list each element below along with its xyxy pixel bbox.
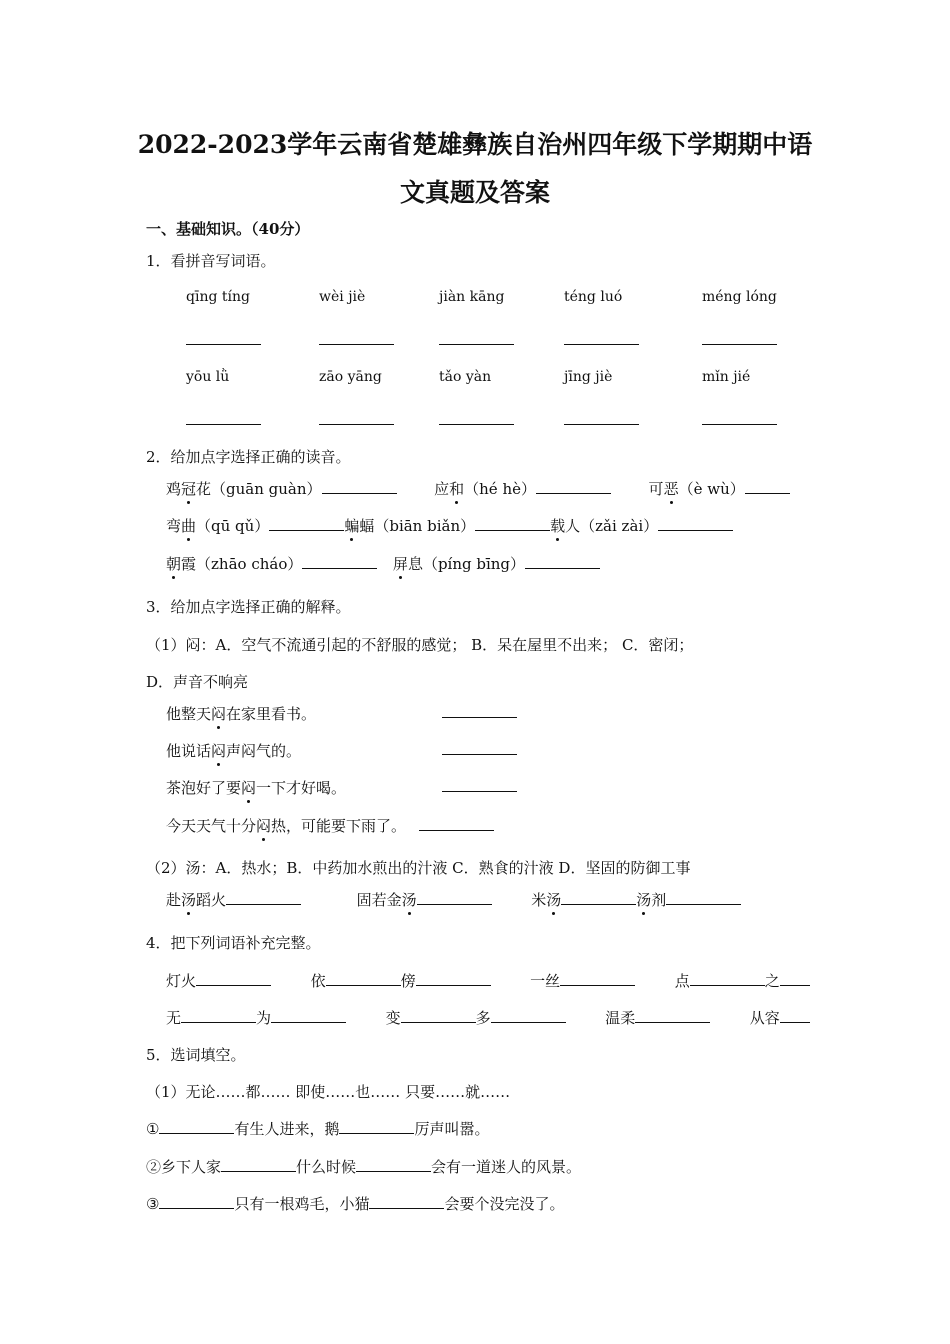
sentence-text: 什么时候 [296, 1158, 357, 1176]
pinyin-6: yōu lǜ [186, 369, 230, 385]
answer-blank[interactable] [401, 1008, 476, 1023]
answer-blank[interactable] [186, 344, 261, 345]
word-fragment: 点 [674, 972, 690, 990]
answer-blank[interactable] [417, 890, 492, 905]
q5-sentence-2 [146, 1156, 581, 1177]
pinyin-8: tǎo yàn [439, 369, 492, 385]
dotted-char: 闷 [256, 817, 272, 835]
q4-row2 [166, 1007, 810, 1028]
q2-item-text: 霞（zhāo cháo） [181, 555, 303, 573]
q2-item-text: （qū qǔ） [196, 517, 270, 535]
q2-item-text: 可 [648, 480, 664, 498]
word-fragment: 依 [310, 972, 326, 990]
word-fragment: 多 [475, 1009, 491, 1027]
answer-blank[interactable] [442, 703, 517, 718]
pinyin-2: wèi jiè [319, 289, 366, 305]
q2-item-text: 鸡 [166, 480, 182, 498]
answer-blank[interactable] [560, 971, 635, 986]
sentence-text: ③ [146, 1195, 160, 1213]
answer-blank[interactable] [319, 344, 394, 345]
q2-item-text: 花（guān guàn） [196, 480, 322, 498]
dotted-char: 蝙 [344, 517, 360, 535]
answer-blank[interactable] [561, 890, 636, 905]
answer-blank[interactable] [690, 971, 765, 986]
answer-blank[interactable] [416, 971, 491, 986]
q3-part2-options: （2）汤：A．热水；B．中药加水煎出的汁液 C．熟食的汁液 D．坚固的防御工事 [146, 859, 691, 877]
answer-blank[interactable] [536, 479, 611, 494]
answer-blank[interactable] [356, 1157, 431, 1172]
q5-sentence-1 [146, 1118, 489, 1139]
q2-prompt: 2．给加点字选择正确的读音。 [146, 448, 351, 466]
pinyin-5: méng lóng [702, 289, 777, 305]
q3-prompt: 3．给加点字选择正确的解释。 [146, 598, 351, 616]
dotted-char: 汤 [546, 891, 562, 909]
sentence-text: 他说话 [166, 742, 212, 760]
sentence-text: 声闷气的。 [226, 742, 302, 760]
dotted-char: 载 [550, 517, 566, 535]
answer-blank[interactable] [745, 479, 790, 494]
sentence-text: 一下才好喝。 [256, 779, 347, 797]
answer-blank[interactable] [269, 516, 344, 531]
q1-prompt: 1．看拼音写词语。 [146, 252, 276, 270]
answer-blank[interactable] [419, 816, 494, 831]
dotted-char: 汤 [181, 891, 197, 909]
phrase-text: 固若金 [356, 891, 402, 909]
sentence-text: 茶泡好了要 [166, 779, 242, 797]
answer-blank[interactable] [439, 424, 514, 425]
section-heading: 一、基础知识。（40分） [146, 220, 310, 238]
answer-blank[interactable] [322, 479, 397, 494]
sentence-text: 在家里看书。 [226, 705, 317, 723]
q2-row1 [166, 478, 790, 499]
word-fragment: 变 [385, 1009, 401, 1027]
answer-blank[interactable] [780, 971, 810, 986]
pinyin-9: jīng jiè [564, 369, 613, 385]
page-title-line1: 2022-2023学年云南省楚雄彝族自治州四年级下学期期中语 [137, 130, 813, 159]
sentence-text: 厉声叫嚣。 [414, 1120, 490, 1138]
answer-blank[interactable] [326, 971, 401, 986]
sentence-text: ① [146, 1120, 160, 1138]
q5-prompt: 5．选词填空。 [146, 1046, 246, 1064]
dotted-char: 朝 [166, 555, 182, 573]
q3-part1-options: （1）闷：A．空气不流通引起的不舒服的感觉； B．呆在屋里不出来； C．密闭； [146, 636, 694, 654]
answer-blank[interactable] [491, 1008, 566, 1023]
word-fragment: 之 [764, 972, 780, 990]
word-fragment: 一丝 [530, 972, 561, 990]
sentence-text: 只有一根鸡毛，小猫 [234, 1195, 370, 1213]
word-fragment: 傍 [400, 972, 416, 990]
q2-item-text: 人（zǎi zài） [565, 517, 659, 535]
sentence-text: 会有一道迷人的风景。 [431, 1158, 582, 1176]
answer-blank[interactable] [475, 516, 550, 531]
sentence-text: 有生人进来，鹅 [234, 1120, 340, 1138]
sentence-text: 他整天 [166, 705, 212, 723]
answer-blank[interactable] [159, 1119, 234, 1134]
q2-item-text: 应 [434, 480, 450, 498]
sentence-text: 热，可能要下雨了。 [271, 817, 407, 835]
word-fragment: 温柔 [605, 1009, 636, 1027]
pinyin-10: mǐn jié [702, 369, 751, 385]
answer-blank[interactable] [369, 1194, 444, 1209]
dotted-char: 闷 [211, 742, 227, 760]
answer-blank[interactable] [442, 740, 517, 755]
word-fragment: 无 [166, 1009, 182, 1027]
answer-blank[interactable] [525, 554, 600, 569]
q2-item-text: 息（píng bīng） [407, 555, 526, 573]
phrase-text: 剂 [651, 891, 667, 909]
dotted-char: 恶 [663, 480, 679, 498]
answer-blank[interactable] [439, 344, 514, 345]
q5-sentence-3 [146, 1193, 564, 1214]
q3-sentence [166, 815, 494, 836]
answer-blank[interactable] [186, 424, 261, 425]
answer-blank[interactable] [196, 971, 271, 986]
answer-blank[interactable] [666, 890, 741, 905]
answer-blank[interactable] [635, 1008, 710, 1023]
q2-item-text: 弯 [166, 517, 182, 535]
q4-row1 [166, 970, 810, 991]
q2-item-text: （è wù） [678, 480, 745, 498]
page-title-line2: 文真题及答案 [399, 178, 550, 207]
answer-blank[interactable] [226, 890, 301, 905]
pinyin-1: qīng tíng [186, 289, 250, 305]
dotted-char: 闷 [241, 779, 257, 797]
pinyin-3: jiàn kāng [439, 289, 505, 305]
dotted-char: 冠 [181, 480, 197, 498]
dotted-char: 汤 [636, 891, 652, 909]
pinyin-4: téng luó [564, 289, 623, 305]
sentence-text: ②乡下人家 [146, 1158, 222, 1176]
dotted-char: 闷 [211, 705, 227, 723]
pinyin-7: zāo yāng [319, 369, 382, 385]
answer-blank[interactable] [319, 424, 394, 425]
q3-sentence [166, 703, 316, 724]
dotted-char: 屏 [392, 555, 408, 573]
answer-blank[interactable] [564, 344, 639, 345]
answer-blank[interactable] [339, 1119, 414, 1134]
answer-blank[interactable] [780, 1008, 810, 1023]
answer-blank[interactable] [702, 344, 777, 345]
answer-blank[interactable] [702, 424, 777, 425]
sentence-text: 今天天气十分 [166, 817, 257, 835]
q2-item-text: 蝠（biān biǎn） [359, 517, 476, 535]
sentence-text: 会要个没完没了。 [444, 1195, 565, 1213]
q2-row3 [166, 553, 600, 574]
answer-blank[interactable] [442, 777, 517, 792]
answer-blank[interactable] [302, 554, 377, 569]
answer-blank[interactable] [271, 1008, 346, 1023]
q3-sentence [166, 740, 301, 761]
q3-part1-option-d: D．声音不响亮 [146, 673, 249, 691]
answer-blank[interactable] [221, 1157, 296, 1172]
dotted-char: 曲 [181, 517, 197, 535]
answer-blank[interactable] [564, 424, 639, 425]
phrase-text: 米 [531, 891, 547, 909]
dotted-char: 汤 [401, 891, 417, 909]
q3-part2-row [166, 889, 741, 910]
phrase-text: 赴 [166, 891, 182, 909]
answer-blank[interactable] [181, 1008, 256, 1023]
q2-item-text: （hé hè） [464, 480, 536, 498]
answer-blank[interactable] [159, 1194, 234, 1209]
q3-sentence [166, 777, 346, 798]
answer-blank[interactable] [658, 516, 733, 531]
q4-prompt: 4．把下列词语补充完整。 [146, 934, 321, 952]
word-fragment: 从容 [749, 1009, 780, 1027]
phrase-text: 蹈火 [196, 891, 227, 909]
q2-row2 [166, 515, 733, 536]
q5-options: （1）无论……都…… 即使……也…… 只要……就…… [146, 1083, 511, 1101]
word-fragment: 灯火 [166, 972, 197, 990]
word-fragment: 为 [256, 1009, 272, 1027]
dotted-char: 和 [449, 480, 465, 498]
